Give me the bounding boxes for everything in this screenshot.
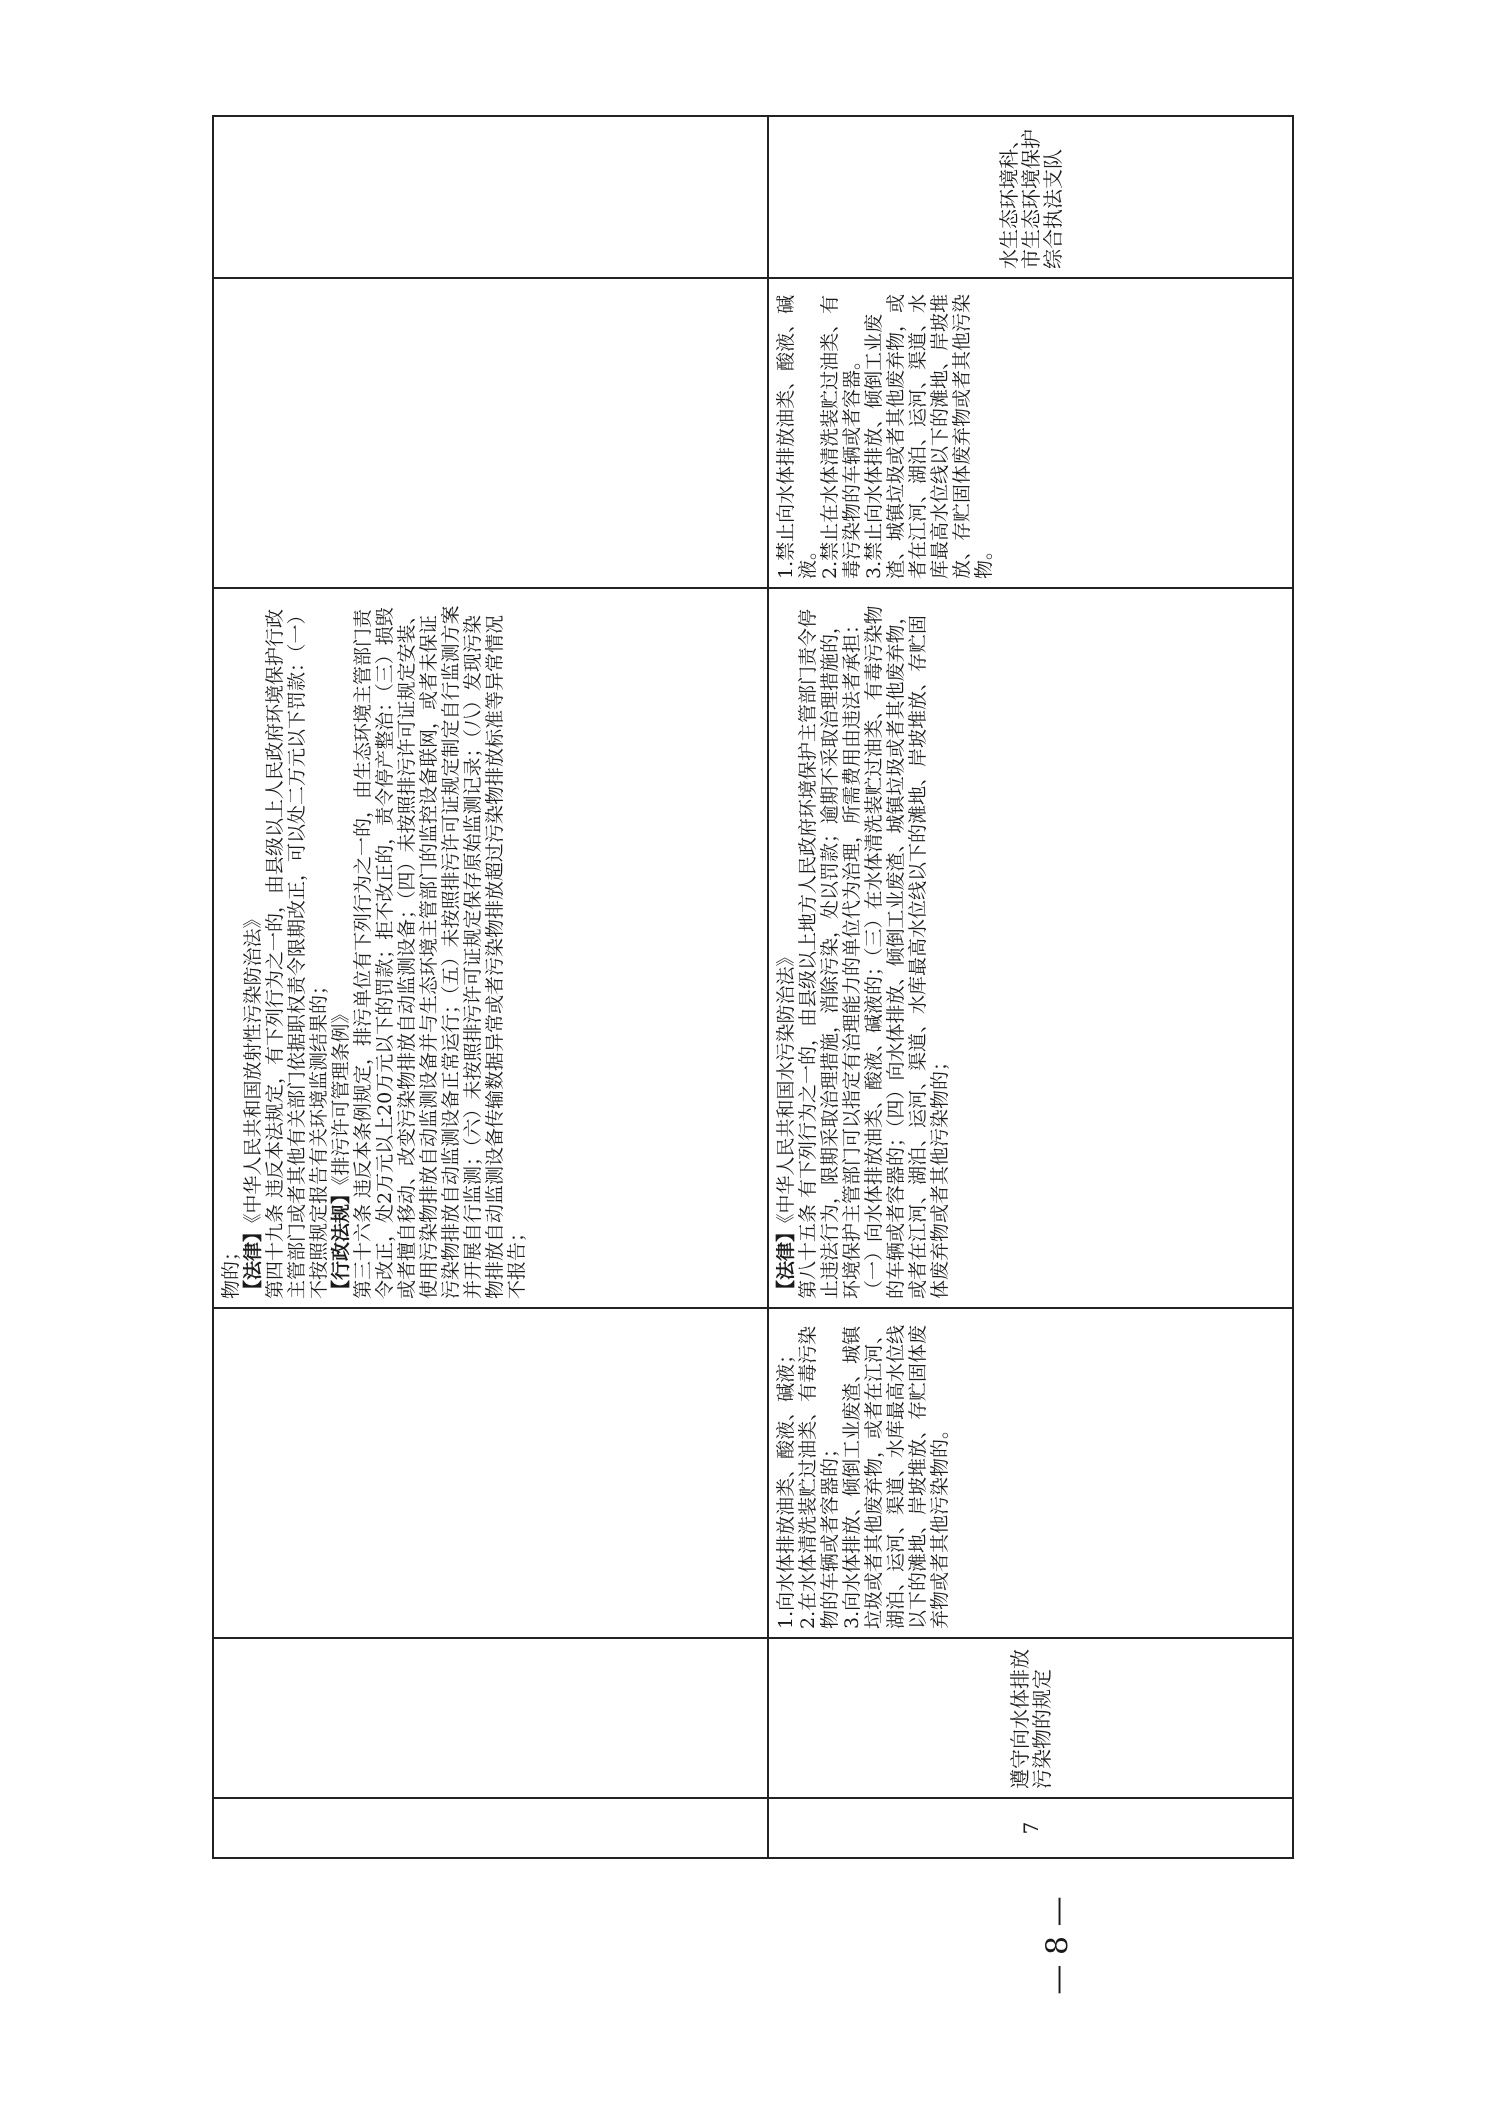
basis-article-text: 第四十九条 违反本法规定，有下列行为之一的，由县级以上人民政府环境保护行政主管部门或者其他有关部门依据职权责令限期改正，可以处二万元以下罚款：（一）不按照规定报告有关环境监测结果的；	[264, 605, 330, 1299]
basis-article-text: 第三十六条 违反本条例规定，排污单位有下列行为之一的，由生态环境主管部门责令改正，处2万元以上20万元以下的罚款；拒不改正的，责令停产整治：（三）损毁或者擅自移动、改变污染物排放自动监测设备；（四）未按照排污许可证规定安装、使用污染物排放自动监测设备并与生态环境主管部门的监控设备联网，或者未保证污染物排放自动监测设备正常运行；（五）未按照排污许可证规定制定自行监测方案并开展自行监测；（六）未按照排污许可证规定保存原始监测记录；（八）发现污染物排放自动监测设备传输数据异常或者污染物排放超过污染物排放标准等异常情况不报告；	[352, 605, 528, 1299]
rotated-table-sheet	[212, 117, 1292, 1859]
basis-article-text: 第八十五条 有下列行为之一的，由县级以上地方人民政府环境保护主管部门责令停止违法行为，限期采取治理措施，消除污染，处以罚款；逾期不采取治理措施的，环境保护主管部门可以指定有治理能力的单位代为治理，所需费用由违法者承担：（一）向水体排放油类、酸液、碱液的；（三）在水体清洗装贮过油类、有毒污染物的车辆或者容器的；（四）向水体排放、倾倒工业废渣、城镇垃圾或者其他废弃物，或者在江河、湖泊、运河、渠道、水库最高水位线以下的滩地、岸坡堆放、存贮固体废弃物或者其他污染物的；	[797, 605, 951, 1299]
basis-category-label: 【法律】	[242, 1222, 264, 1299]
row-sequence-number	[213, 1798, 768, 1858]
page-number	[1028, 1860, 1088, 2030]
row-responsibility	[768, 278, 1293, 588]
basis-category-label: 【行政法规】	[330, 1184, 352, 1299]
responsibility-line: 1.禁止向水体排放油类、酸液、碱液。	[775, 294, 819, 579]
basis-law-title: 《中华人民共和国放射性污染防治法》	[242, 909, 264, 1223]
row-sequence-number: 7	[768, 1798, 1293, 1858]
basis-law-title: 《排污许可管理条例》	[330, 1004, 352, 1185]
page-number-text: — 8 —	[1040, 1895, 1076, 1995]
content-line: 3.向水体排放、倾倒工业废渣、城镇垃圾或者其他废弃物，或者在江河、湖泊、运河、渠道、水库最高水位线以下的滩地、岸坡堆放、存贮固体废弃物或者其他污染物的。	[841, 1324, 951, 1629]
enforcement-table	[212, 115, 1294, 1859]
table-row	[213, 116, 768, 1858]
row-content	[768, 1308, 1293, 1638]
responsibility-line: 2.禁止在水体清洗装贮过油类、有毒污染物的车辆或者容器。	[819, 294, 863, 579]
row-item-name	[213, 1638, 768, 1798]
basis-law-title: 《中华人民共和国水污染防治法》	[775, 947, 797, 1223]
row-legal-basis	[768, 588, 1293, 1308]
content-line: 1.向水体排放油类、酸液、碱液；	[775, 1344, 797, 1629]
row-department: 水生态环境科、市生态环境保护综合执法支队	[768, 116, 1293, 278]
responsibility-line: 3.禁止向水体排放、倾倒工业废渣、城镇垃圾或者其他废弃物，或者在江河、湖泊、运河、渠道、水库最高水位线以下的滩地、岸坡堆放、存贮固体废弃物或者其他污染物。	[863, 293, 995, 579]
table-row	[768, 116, 1293, 1858]
basis-text: 物的；	[220, 1241, 242, 1299]
content-line: 2.在水体清洗装贮过油类、有毒污染物的车辆或者容器的；	[797, 1325, 841, 1629]
row-department	[213, 116, 768, 278]
basis-category-label: 【法律】	[775, 1222, 797, 1299]
row-content	[213, 1308, 768, 1638]
row-legal-basis	[213, 588, 768, 1308]
row-responsibility	[213, 278, 768, 588]
row-item-name: 遵守向水体排放污染物的规定	[768, 1638, 1293, 1798]
